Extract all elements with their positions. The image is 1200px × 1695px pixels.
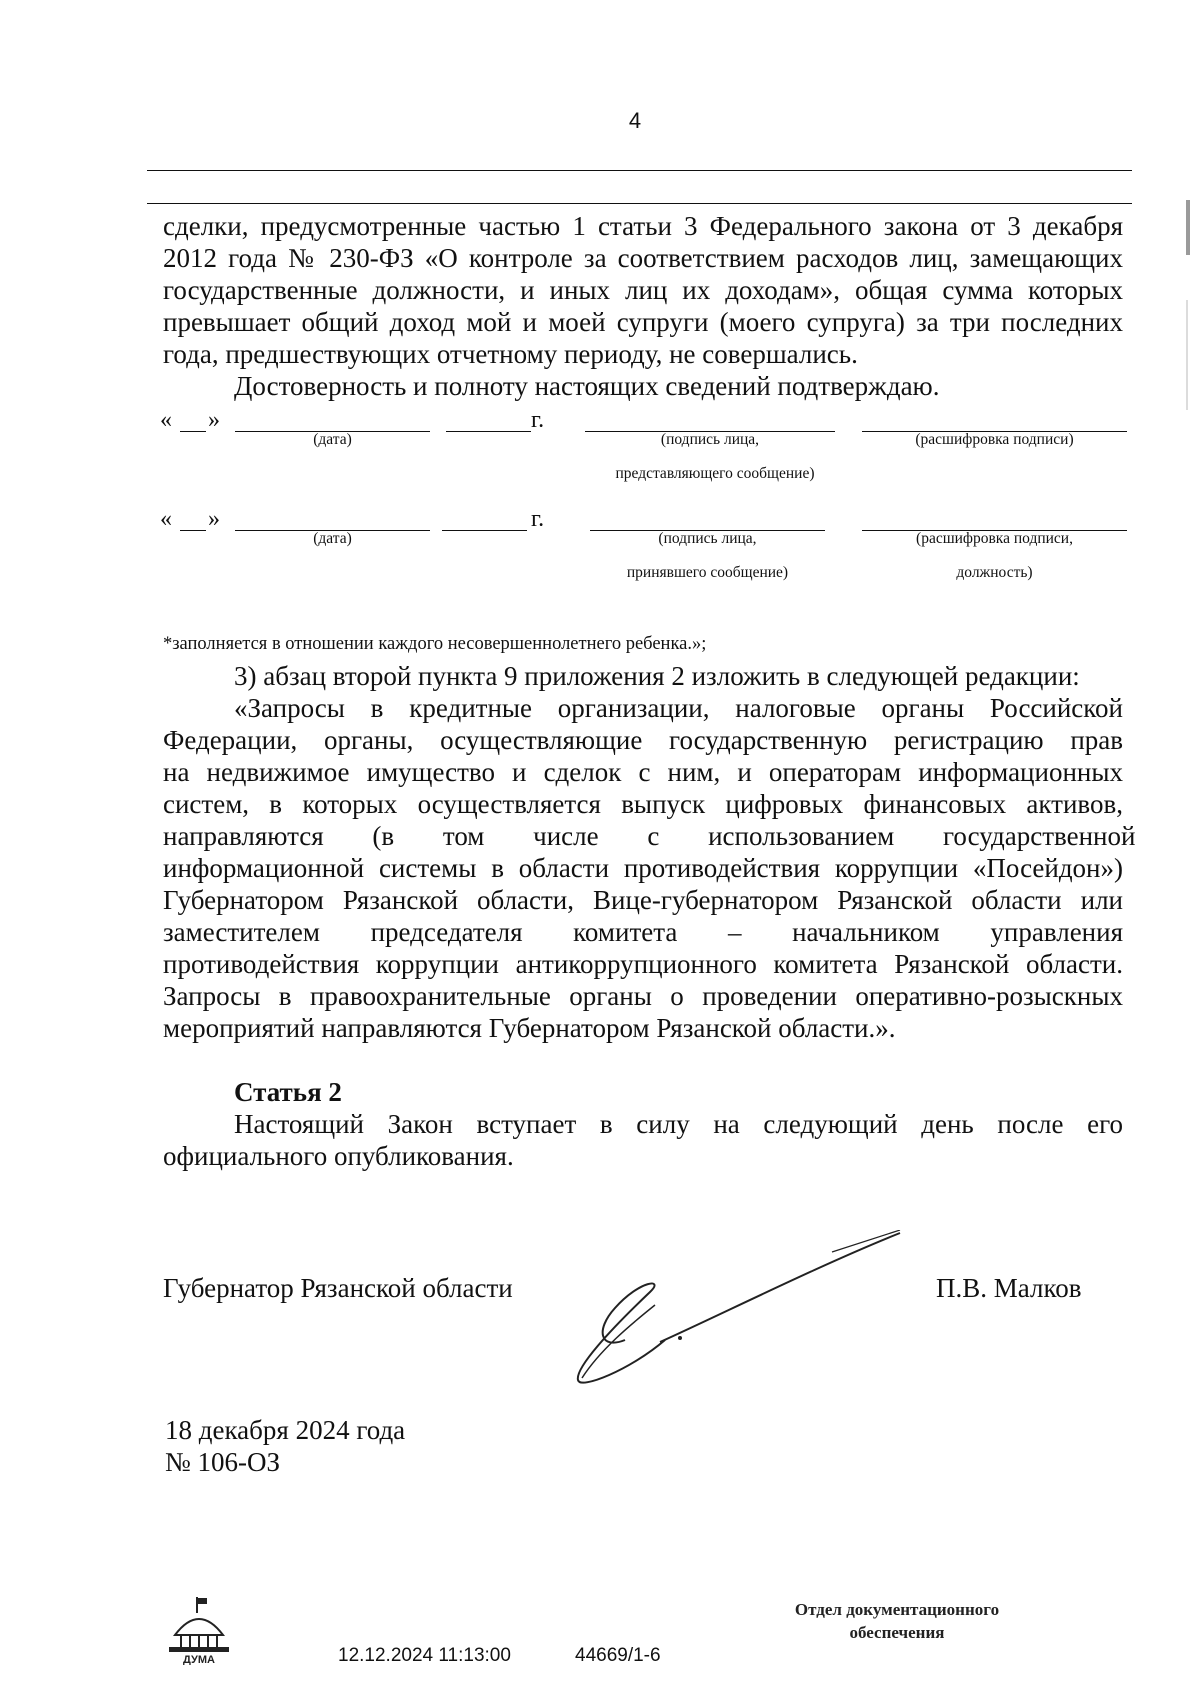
- footnote: *заполняется в отношении каждого несовершеннолетнего ребенка.»;: [163, 634, 707, 654]
- year-suffix: г.: [531, 407, 545, 433]
- text-line: информационной системы в области противодействия коррупции «Посейдон»): [163, 853, 1123, 883]
- year-blank: [442, 530, 527, 531]
- close-quote: »: [208, 506, 220, 532]
- signature-row-presenter: [150, 407, 1130, 517]
- text-line: Губернатором Рязанской области, Вице-губернатором Рязанской области или: [163, 885, 1123, 915]
- text-line: направляются (в том числе с использованием государственной: [163, 821, 1136, 851]
- stamp-line: Отдел документационного: [794, 1600, 1000, 1619]
- year-suffix: г.: [531, 506, 545, 532]
- signatory-name: П.В. Малков: [936, 1273, 1082, 1303]
- text-line: заместителем председателя комитета – начальником управления: [163, 917, 1123, 947]
- text-line: Настоящий Закон вступает в силу на следующий день после его: [234, 1109, 1123, 1139]
- decode-caption-cont: должность): [956, 564, 1033, 581]
- close-quote: »: [208, 407, 220, 433]
- open-quote: «: [160, 407, 172, 433]
- department-stamp: [752, 1598, 1042, 1644]
- scan-artifact: [1186, 200, 1190, 255]
- signature-caption-cont: принявшего сообщение): [626, 564, 789, 581]
- law-number: № 106-ОЗ: [165, 1447, 281, 1477]
- text-line: 2012 года № 230-ФЗ «О контроле за соответствием расходов лиц, замещающих: [163, 243, 1123, 273]
- text-line: государственные должности, и иных лиц их доходам», общая сумма которых: [163, 275, 1123, 305]
- text-line: на недвижимое имущество и сделок с ним, и операторам информационных: [163, 757, 1123, 787]
- signature-row-receiver: [150, 506, 1130, 616]
- logo-text: ДУМА: [183, 1654, 215, 1665]
- text-line: сделки, предусмотренные частью 1 статьи 3 Федерального закона от 3 декабря: [163, 211, 1123, 241]
- footer-timestamp: 12.12.2024 11:13:00: [338, 1645, 511, 1666]
- handwritten-signature: [570, 1230, 930, 1400]
- day-blank: [180, 530, 206, 531]
- signature-caption-cont: представляющего сообщение): [615, 465, 815, 482]
- text-line: Федерации, органы, осуществляющие государственную регистрацию прав: [163, 725, 1123, 755]
- date-caption: (дата): [313, 530, 352, 547]
- second-rule: [147, 203, 1132, 204]
- signature-caption: (подпись лица,: [658, 530, 757, 547]
- stamp-line: обеспечения: [849, 1623, 945, 1642]
- text-line: года, предшествующих отчетному периоду, не совершались.: [163, 339, 858, 369]
- scan-artifact: [1186, 300, 1188, 410]
- law-date: 18 декабря 2024 года: [165, 1415, 406, 1445]
- text-line: противодействия коррупции антикоррупционного комитета Рязанской области.: [163, 949, 1123, 979]
- signature-caption: (подпись лица,: [660, 431, 760, 448]
- decode-caption: (расшифровка подписи): [915, 431, 1074, 448]
- decode-caption: (расшифровка подписи,: [916, 530, 1073, 547]
- confirmation-line: Достоверность и полноту настоящих сведений подтверждаю.: [234, 371, 940, 401]
- item-intro: 3) абзац второй пункта 9 приложения 2 изложить в следующей редакции:: [234, 661, 1080, 691]
- article-heading: Статья 2: [234, 1077, 342, 1107]
- duma-logo: [165, 1595, 233, 1665]
- footer-registration: 44669/1-6: [575, 1645, 661, 1666]
- year-blank: [446, 431, 531, 432]
- signatory-position: Губернатор Рязанской области: [163, 1273, 513, 1303]
- day-blank: [180, 431, 206, 432]
- text-line: систем, в которых осуществляется выпуск цифровых финансовых активов,: [163, 789, 1123, 819]
- text-line: мероприятий направляются Губернатором Рязанской области.».: [163, 1013, 896, 1043]
- text-line: Запросы в правоохранительные органы о проведении оперативно-розыскных: [163, 981, 1123, 1011]
- top-rule: [147, 170, 1132, 171]
- text-line: превышает общий доход мой и моей супруги (моего супруга) за три последних: [163, 307, 1123, 337]
- text-line: «Запросы в кредитные организации, налоговые органы Российской: [234, 693, 1123, 723]
- open-quote: «: [160, 506, 172, 532]
- date-caption: (дата): [313, 431, 352, 448]
- text-line: официального опубликования.: [163, 1141, 514, 1171]
- page-number: 4: [628, 108, 642, 133]
